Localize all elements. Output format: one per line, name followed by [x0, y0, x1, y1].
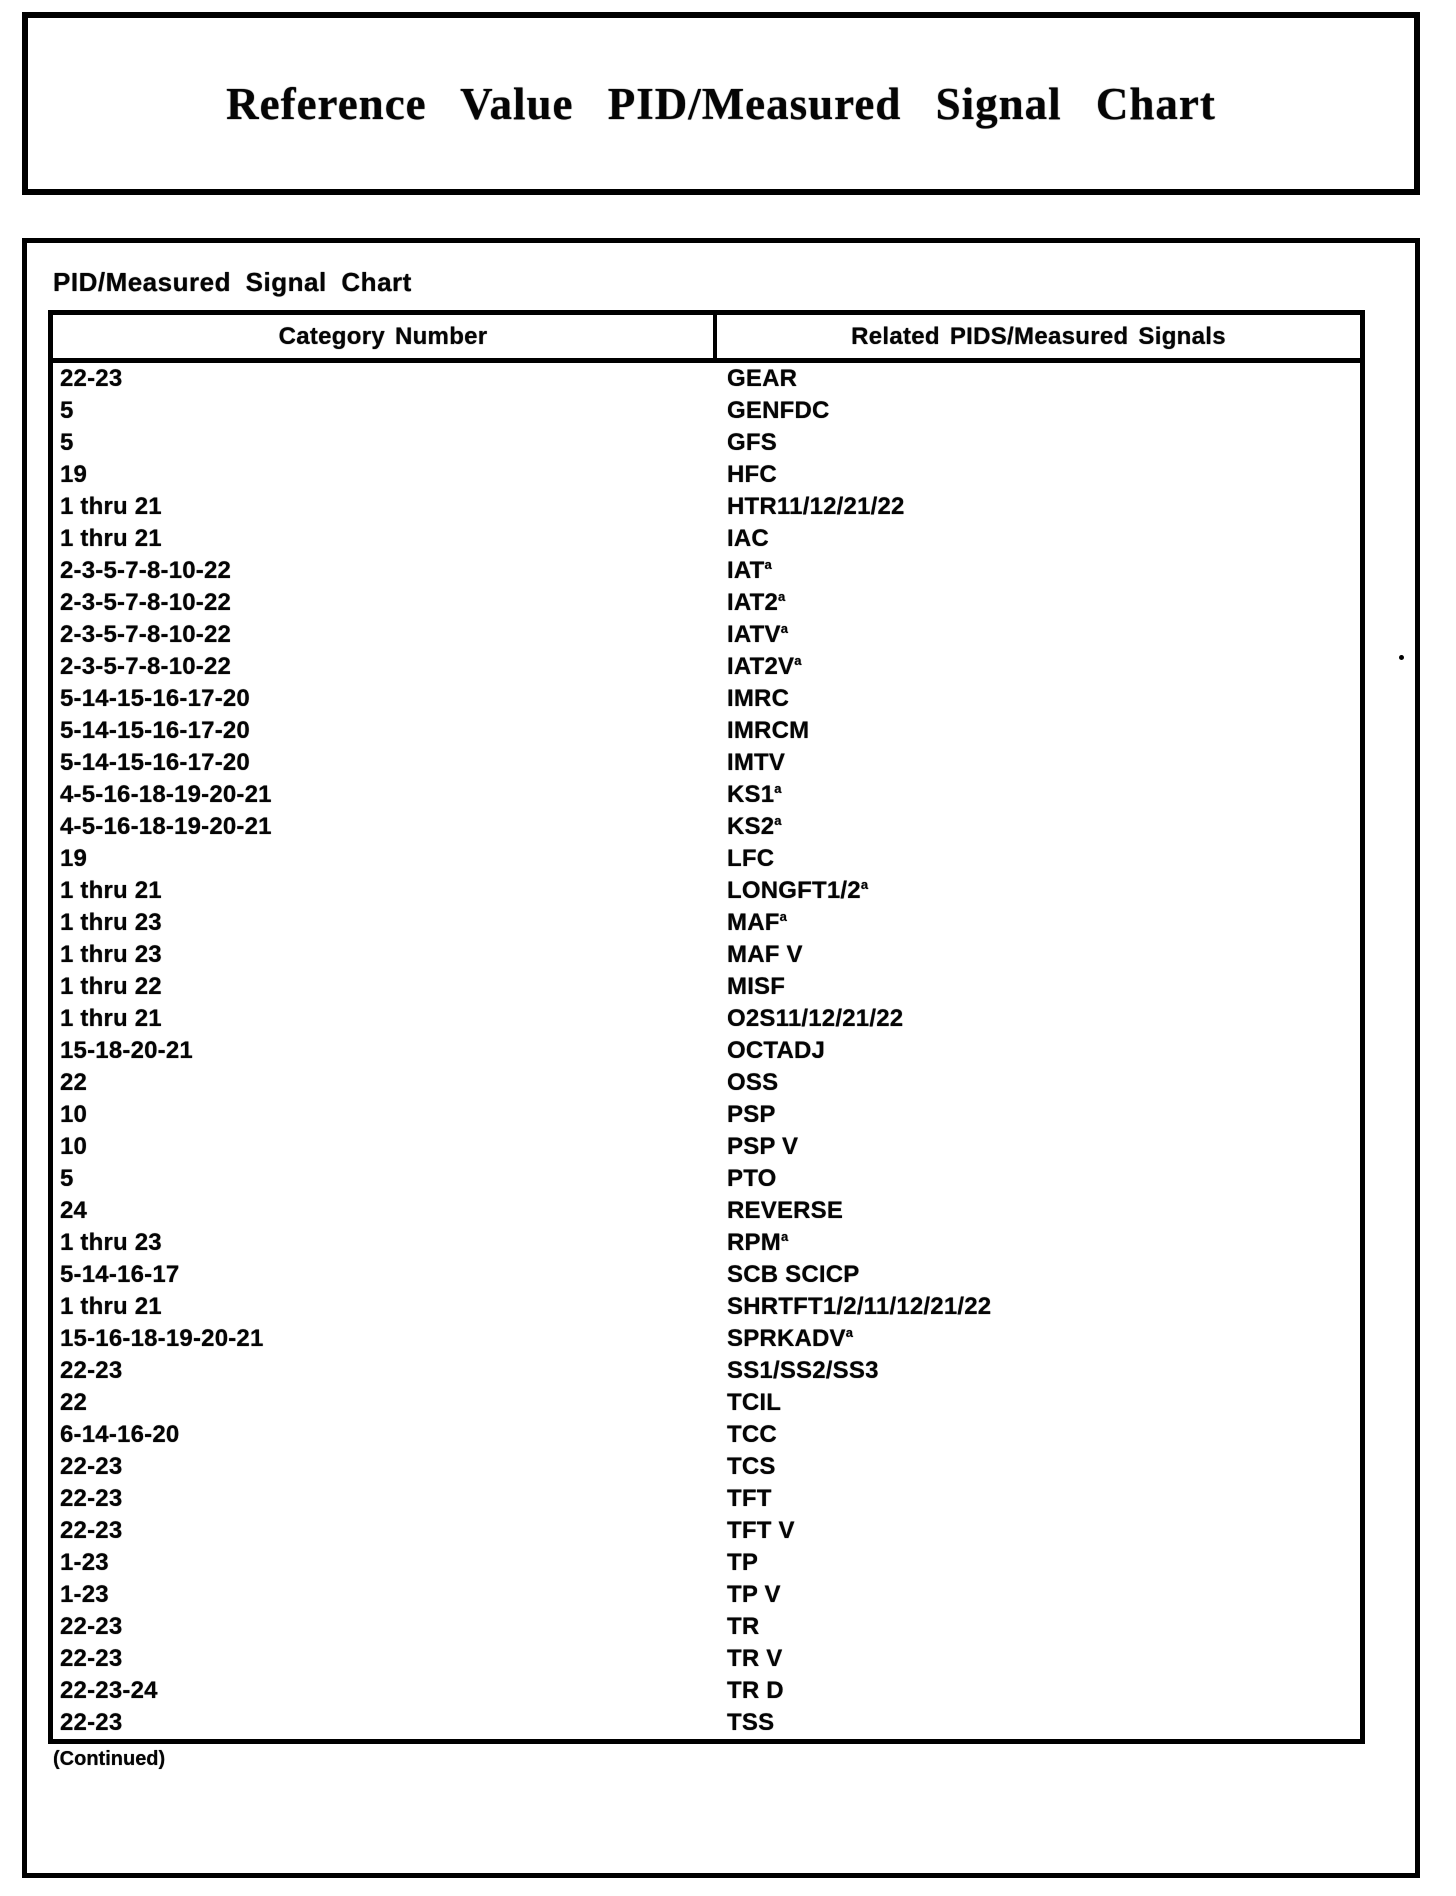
- signal-cell: GENFDC: [727, 397, 830, 424]
- table-row: [53, 587, 1360, 619]
- category-cell: 5-14-15-16-17-20: [60, 717, 250, 744]
- footnote-marker: a: [774, 813, 782, 828]
- category-cell: 15-18-20-21: [60, 1037, 193, 1064]
- signal-cell: TR V: [727, 1645, 783, 1672]
- category-cell: 24: [60, 1197, 88, 1224]
- table-row: [53, 1483, 1360, 1515]
- signal-cell: IMRC: [727, 685, 790, 712]
- table-row: [53, 1643, 1360, 1675]
- signal-cell: PSP: [727, 1101, 776, 1128]
- signal-cell: TCC: [727, 1421, 777, 1448]
- table-row: [53, 1419, 1360, 1451]
- signal-cell: IAC: [727, 525, 769, 552]
- table-row: [53, 779, 1360, 811]
- table-row: [53, 1067, 1360, 1099]
- category-cell: 22-23: [60, 1485, 123, 1512]
- category-cell: 22-23: [60, 1709, 123, 1736]
- category-cell: 1 thru 21: [60, 525, 162, 552]
- category-cell: 2-3-5-7-8-10-22: [60, 621, 232, 648]
- signal-cell: SS1/SS2/SS3: [727, 1357, 879, 1384]
- table-row: [53, 1323, 1360, 1355]
- table-row: [53, 1675, 1360, 1707]
- category-cell: 19: [60, 461, 88, 488]
- table-row: [53, 811, 1360, 843]
- category-cell: 5-14-15-16-17-20: [60, 749, 250, 776]
- signal-cell: SHRTFT1/2/11/12/21/22: [727, 1293, 992, 1320]
- category-cell: 10: [60, 1101, 88, 1128]
- table-row: [53, 395, 1360, 427]
- category-cell: 15-16-18-19-20-21: [60, 1325, 264, 1352]
- table-row: [53, 619, 1360, 651]
- table-body: [53, 363, 1360, 1739]
- signal-cell: MISF: [727, 973, 786, 1000]
- category-cell: 5-14-15-16-17-20: [60, 685, 250, 712]
- signal-cell: IAT2$^a$: [727, 589, 786, 616]
- table-header-row: [53, 315, 1360, 363]
- signal-cell: PTO: [727, 1165, 777, 1192]
- category-cell: 22-23: [60, 1357, 123, 1384]
- table-row: [53, 1579, 1360, 1611]
- table-row: [53, 1515, 1360, 1547]
- table-row: [53, 491, 1360, 523]
- category-cell: 5: [60, 397, 74, 424]
- footnote-marker: a: [778, 589, 786, 604]
- signal-cell: $IAT2V^a$: [727, 653, 802, 680]
- signal-cell: GFS: [727, 429, 777, 456]
- signal-cell: HTR11/12/21/22: [727, 493, 905, 520]
- table-row: [53, 523, 1360, 555]
- signal-cell: RPM$^a$: [727, 1229, 789, 1256]
- category-cell: 5: [60, 429, 74, 456]
- table-row: [53, 843, 1360, 875]
- category-cell: 6-14-16-20: [60, 1421, 180, 1448]
- signal-cell: REVERSE: [727, 1197, 844, 1224]
- category-cell: 1 thru 23: [60, 909, 162, 936]
- category-cell: 1 thru 21: [60, 1005, 162, 1032]
- category-cell: 5: [60, 1165, 74, 1192]
- category-cell: 1 thru 21: [60, 493, 162, 520]
- table-row: [53, 555, 1360, 587]
- category-cell: 1 thru 22: [60, 973, 162, 1000]
- table-row: [53, 971, 1360, 1003]
- table-row: [53, 1099, 1360, 1131]
- signal-cell: TCIL: [727, 1389, 782, 1416]
- signal-cell: TP V: [727, 1581, 781, 1608]
- category-cell: 4-5-16-18-19-20-21: [60, 813, 272, 840]
- signal-cell: IATV$^a$: [727, 621, 788, 648]
- signal-cell: IMRCM: [727, 717, 810, 744]
- category-cell: 2-3-5-7-8-10-22: [60, 589, 232, 616]
- footnote-marker: a: [860, 877, 869, 892]
- signal-cell: LFC: [727, 845, 775, 872]
- signal-cell: IAT$^a$: [727, 557, 772, 584]
- table-row: [53, 907, 1360, 939]
- table-row: [53, 747, 1360, 779]
- signal-cell: TR: [727, 1613, 760, 1640]
- category-cell: 4-5-16-18-19-20-21: [60, 781, 272, 808]
- category-cell: 22: [60, 1389, 88, 1416]
- table-row: [53, 1227, 1360, 1259]
- signal-cell: TP: [727, 1549, 759, 1576]
- category-cell: 1 thru 23: [60, 1229, 162, 1256]
- signal-cell: TCS: [727, 1453, 776, 1480]
- category-cell: 22-23: [60, 1613, 123, 1640]
- footnote-marker: a: [774, 781, 782, 796]
- signal-cell: SCB SCICP: [727, 1261, 860, 1288]
- table-row: [53, 1259, 1360, 1291]
- table-row: [53, 939, 1360, 971]
- table-row: [53, 1611, 1360, 1643]
- signal-cell: MAF$^a$: [727, 909, 787, 936]
- category-cell: 1 thru 21: [60, 877, 162, 904]
- table-row: [53, 1035, 1360, 1067]
- category-cell: 2-3-5-7-8-10-22: [60, 653, 232, 680]
- footnote-marker: a: [779, 909, 787, 924]
- signal-cell: OSS: [727, 1069, 779, 1096]
- footnote-marker: a: [780, 621, 788, 636]
- signal-cell: LONGFT1/2$^a$: [727, 877, 869, 904]
- scan-artifact-dot: [1399, 655, 1404, 660]
- table-row: [53, 1195, 1360, 1227]
- category-cell: 22-23-24: [60, 1677, 158, 1704]
- table-row: [53, 1131, 1360, 1163]
- table-row: [53, 1387, 1360, 1419]
- category-cell: 1-23: [60, 1549, 109, 1576]
- category-cell: 1-23: [60, 1581, 109, 1608]
- page-title: Reference Value PID/Measured Signal Chart: [226, 78, 1216, 129]
- table-row: [53, 459, 1360, 491]
- section-heading: PID/Measured Signal Chart: [53, 267, 412, 297]
- signal-cell: O2S11/12/21/22: [727, 1005, 904, 1032]
- table-row: [53, 427, 1360, 459]
- category-cell: 5-14-16-17: [60, 1261, 180, 1288]
- title-banner: [22, 12, 1420, 195]
- signal-cell: TR D: [727, 1677, 784, 1704]
- category-cell: 1 thru 23: [60, 941, 162, 968]
- column-header-signals: Related PIDS/Measured Signals: [851, 322, 1226, 350]
- footnote-marker: a: [794, 653, 802, 668]
- table-row: [53, 1291, 1360, 1323]
- signal-cell: KS2$^a$: [727, 813, 782, 840]
- signal-cell: HFC: [727, 461, 777, 488]
- pid-table: [48, 310, 1365, 1744]
- category-cell: 22-23: [60, 365, 123, 392]
- signal-cell: MAF V: [727, 941, 803, 968]
- table-row: [53, 651, 1360, 683]
- continued-note: (Continued): [53, 1748, 166, 1770]
- footnote-marker: a: [780, 1229, 789, 1244]
- signal-cell: KS1$^a$: [727, 781, 782, 808]
- table-row: [53, 1003, 1360, 1035]
- category-cell: 22: [60, 1069, 88, 1096]
- signal-cell: PSP V: [727, 1133, 799, 1160]
- signal-cell: IMTV: [727, 749, 786, 776]
- signal-cell: GEAR: [727, 365, 798, 392]
- category-cell: 2-3-5-7-8-10-22: [60, 557, 232, 584]
- footnote-marker: a: [764, 557, 772, 572]
- column-header-category: Category Number: [53, 315, 717, 358]
- category-cell: 22-23: [60, 1453, 123, 1480]
- table-row: [53, 1707, 1360, 1739]
- footnote-marker: a: [845, 1325, 853, 1340]
- category-cell: 10: [60, 1133, 88, 1160]
- table-row: [53, 1355, 1360, 1387]
- category-cell: 1 thru 21: [60, 1293, 162, 1320]
- category-cell: 19: [60, 845, 88, 872]
- category-cell: 22-23: [60, 1645, 123, 1672]
- signal-cell: SPRKADV$^a$: [727, 1325, 853, 1352]
- content-panel: [22, 238, 1420, 1878]
- table-row: [53, 363, 1360, 395]
- category-cell: 22-23: [60, 1517, 123, 1544]
- table-row: [53, 875, 1360, 907]
- table-row: [53, 1163, 1360, 1195]
- signal-cell: OCTADJ: [727, 1037, 826, 1064]
- table-row: [53, 1451, 1360, 1483]
- signal-cell: TFT: [727, 1485, 772, 1512]
- table-row: [53, 715, 1360, 747]
- table-row: [53, 1547, 1360, 1579]
- signal-cell: TSS: [727, 1709, 775, 1736]
- signal-cell: TFT V: [727, 1517, 795, 1544]
- table-row: [53, 683, 1360, 715]
